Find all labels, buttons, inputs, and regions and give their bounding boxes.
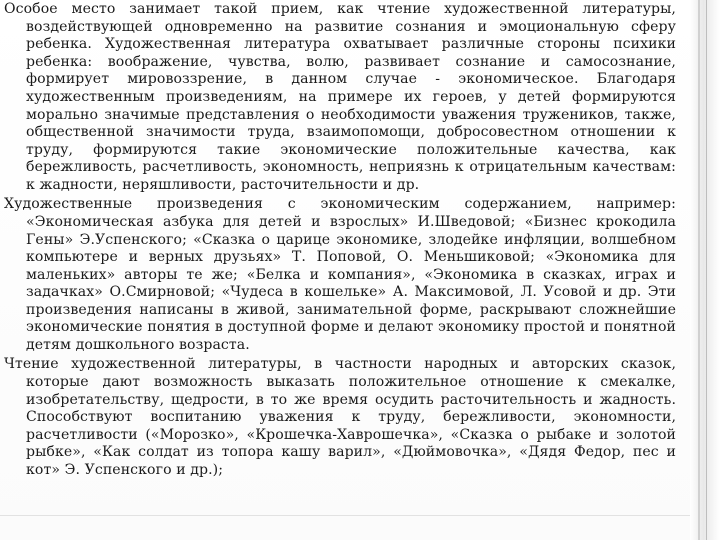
paragraph-economic-literature-intro: Особое место занимает такой прием, как чтение художественной литературы, воздействующей одновременно на развитие сознания и эмоциональную сферу ребенка. Художественная литература охватывает различные стороны психики ребенка: воображение, чувства, волю, развивает сознание и самосознание, формирует мировоззрение, в данном случае - экономическое. Благодаря художественным произведениям, на примере их героев, у детей формируются морально значимые представления о необходимости уважения тружеников, также, общественной значимости труда, взаимопомощи, добросовестном отношении к труду, формируются такие экономические положительные качества, как бережливость, расчетливость, экономность, неприязнь к отрицательным качествам: к жадности, неряшливости, расточительности и др. xyxy=(4,1,676,193)
decorative-divider xyxy=(0,515,690,516)
decorative-border-right xyxy=(690,0,720,540)
paragraph-book-examples: Художественные произведения с экономическим содержанием, например: «Экономическая азбука для детей и взрослых» И.Шведовой; «Бизнес крокодила Гены» Э.Успенского; «Сказка о царице экономике, злодейке инфляции, волшебном компьютере и верных друзьях» Т. Поповой, О. Меньшиковой; «Экономика для маленьких» авторы те же; «Белка и компания», «Экономика в сказках, играх и задачках» О.Смирновой; «Чудеса в кошельке» А. Максимовой, Л. Усовой и др. Эти произведения написаны в живой, занимательной форме, раскрывают сложнейшие экономические понятия в доступной форме и делают экономику простой и понятной детям дошкольного возраста. xyxy=(4,196,676,354)
text-body xyxy=(4,1,676,481)
paragraph-fairy-tales: Чтение художественной литературы, в частности народных и авторских сказок, которые дают возможность выказать положительное отношение к смекалке, изобретательству, щедрости, в то же время осудить расточительность и жадность. Способствуют воспитанию уважения к труду, бережливости, экономности, расчетливости («Морозко», «Крошечка-Хаврошечка», «Сказка о рыбаке и золотой рыбке», «Как солдат из топора кашу варил», «Дюймовочка», «Дядя Федор, пес и кот» Э. Успенского и др.); xyxy=(4,356,676,479)
